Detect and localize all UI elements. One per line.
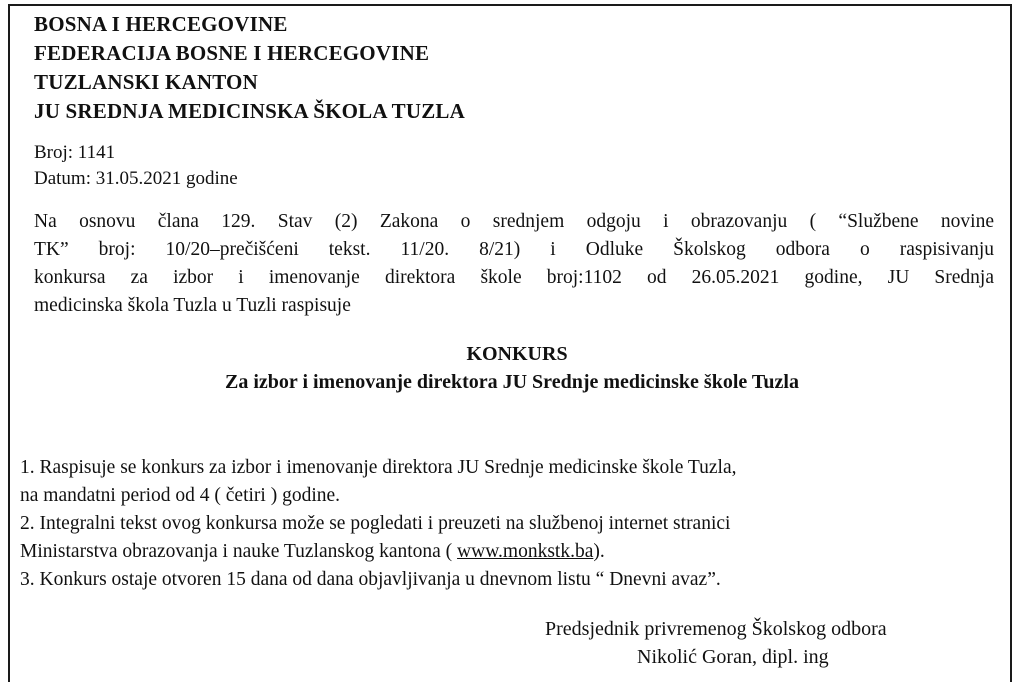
- intro-line: TK” broj: 10/20–prečišćeni tekst. 11/20. 8/21) i Odluke Školskog odbora o raspisivanju: [34, 239, 994, 260]
- item-1-line: na mandatni period od 4 ( četiri ) godine.: [20, 485, 341, 506]
- document-meta: [34, 140, 238, 192]
- intro-paragraph: [34, 208, 994, 320]
- announcement-items: [20, 454, 736, 594]
- intro-line: konkursa za izbor i imenovanje direktora škole broj:1102 od 26.05.2021 godine, JU Srednja: [34, 267, 994, 288]
- intro-line: Na osnovu člana 129. Stav (2) Zakona o srednjem odgoju i obrazovanju ( “Službene novine: [34, 211, 994, 232]
- announcement-subtitle: Za izbor i imenovanje direktora JU Srednje medicinske škole Tuzla: [225, 371, 799, 393]
- announcement-title-block: [0, 340, 1024, 396]
- intro-line: medicinska škola Tuzla u Tuzli raspisuje: [34, 295, 351, 316]
- item-1-line: 1. Raspisuje se konkurs za izbor i imenovanje direktora JU Srednje medicinske škole Tuzla,: [20, 457, 737, 478]
- header-federation: FEDERACIJA BOSNE I HERCEGOVINE: [34, 41, 430, 65]
- item-2-line: [20, 538, 736, 566]
- header-canton: TUZLANSKI KANTON: [34, 70, 258, 94]
- signatory-name: Nikolić Goran, dipl. ing: [637, 646, 829, 668]
- header-school: JU SREDNJA MEDICINSKA ŠKOLA TUZLA: [34, 99, 465, 123]
- document-date: Datum: 31.05.2021 godine: [34, 168, 238, 189]
- signature-block: [545, 615, 887, 671]
- header-country: BOSNA I HERCEGOVINE: [34, 12, 288, 36]
- item-2-text: Ministarstva obrazovanja i nauke Tuzlanskog kantona (: [20, 541, 458, 562]
- item-2-text-end: ).: [593, 541, 605, 562]
- announcement-title: KONKURS: [466, 343, 568, 365]
- signatory-role: Predsjednik privremenog Školskog odbora: [545, 618, 887, 640]
- item-2-line: 2. Integralni tekst ovog konkursa može se pogledati i preuzeti na službenoj internet stranici: [20, 513, 731, 534]
- ministry-website-link[interactable]: www.monkstk.ba: [457, 541, 594, 562]
- document-header: [34, 10, 465, 126]
- reference-number: Broj: 1141: [34, 142, 116, 163]
- item-3-line: 3. Konkurs ostaje otvoren 15 dana od dana objavljivanja u dnevnom listu “ Dnevni avaz”.: [20, 569, 721, 590]
